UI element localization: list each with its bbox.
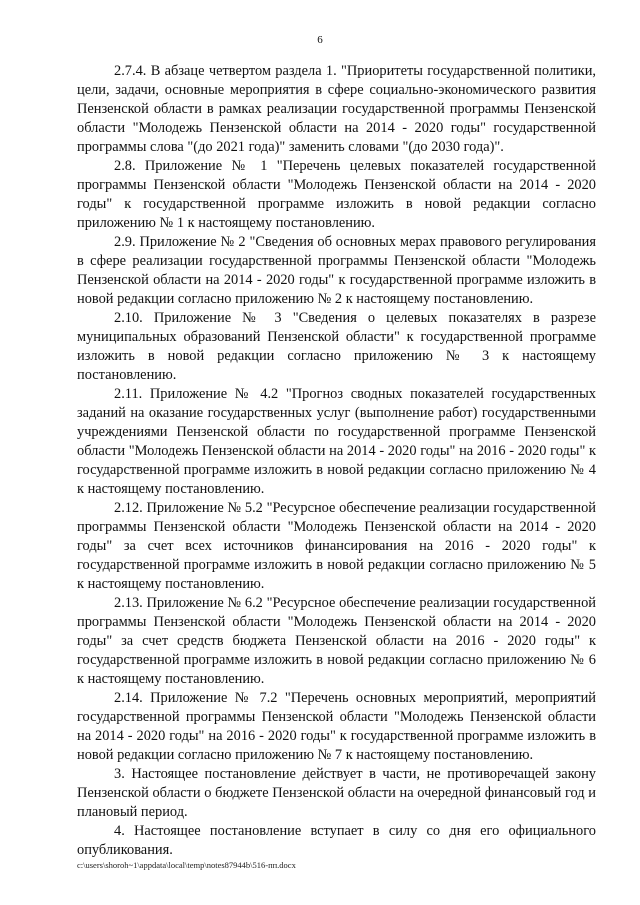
paragraph-4: 4. Настоящее постановление вступает в силу со дня его официального опубликования. [77, 823, 596, 858]
paragraph-2-13: 2.13. Приложение № 6.2 "Ресурсное обеспечение реализации государственной программы Пензенской области "Молодежь Пензенской области на 2014 - 2020 годы" за счет средств бюджета Пензенской области на 2016 - 2020 годы" к государственной программе изложить в новой редакции согласно приложению № 6 к настоящему постановлению. [77, 595, 596, 687]
paragraph-2-10: 2.10. Приложение № 3 "Сведения о целевых показателях в разрезе муниципальных образований Пензенской области" к государственной программе изложить в новой редакции согласно приложению № 3 к настоящему постановлению. [77, 310, 596, 383]
paragraph-3: 3. Настоящее постановление действует в части, не противоречащей закону Пензенской области о бюджете Пензенской области на очередной финансовый год и плановый период. [77, 766, 596, 820]
footer-file-path: c:\users\shoroh~1\appdata\local\temp\notes87944b\516-пп.docx [77, 860, 296, 870]
paragraph-2-8: 2.8. Приложение № 1 "Перечень целевых показателей государственной программы Пензенской области "Молодежь Пензенской области на 2014 - 2020 годы" к государственной программе изложить в новой редакции согласно приложению № 1 к настоящему постановлению. [77, 158, 596, 231]
paragraph-2-7-4: 2.7.4. В абзаце четвертом раздела 1. "Приоритеты государственной политики, цели, задачи, основные мероприятия в сфере социально-экономического развития Пензенской области в рамках реализации государственной программы Пензенской области "Молодежь Пензенской области на 2014 - 2020 годы" государственной программы слова "(до 2021 года)" заменить словами "(до 2030 года)". [77, 63, 596, 155]
paragraph-2-14: 2.14. Приложение № 7.2 "Перечень основных мероприятий, мероприятий государственной программы Пензенской области "Молодежь Пензенской области на 2014 - 2020 годы" на 2016 - 2020 годы" к государственной программе изложить в новой редакции согласно приложению № 7 к настоящему постановлению. [77, 690, 596, 763]
paragraph-2-11: 2.11. Приложение № 4.2 "Прогноз сводных показателей государственных заданий на оказание государственных услуг (выполнение работ) государственными учреждениями Пензенской области по государственной программе Пензенской области "Молодежь Пензенской области на 2014 - 2020 годы" на 2016 - 2020 годы" к государственной программе изложить в новой редакции согласно приложению № 4 к настоящему постановлению. [77, 386, 596, 497]
page-number: 6 [317, 34, 323, 46]
paragraph-2-9: 2.9. Приложение № 2 "Сведения об основных мерах правового регулирования в сфере реализации государственной программы Пензенской области "Молодежь Пензенской области на 2014 - 2020 годы" к государственной программе изложить в новой редакции согласно приложению № 2 к настоящему постановлению. [77, 234, 596, 307]
paragraph-2-12: 2.12. Приложение № 5.2 "Ресурсное обеспечение реализации государственной программы Пензенской области "Молодежь Пензенской области на 2014 - 2020 годы" за счет всех источников финансирования на 2016 - 2020 годы" к государственной программе изложить в новой редакции согласно приложению № 5 к настоящему постановлению. [77, 500, 596, 592]
document-body [77, 62, 596, 860]
